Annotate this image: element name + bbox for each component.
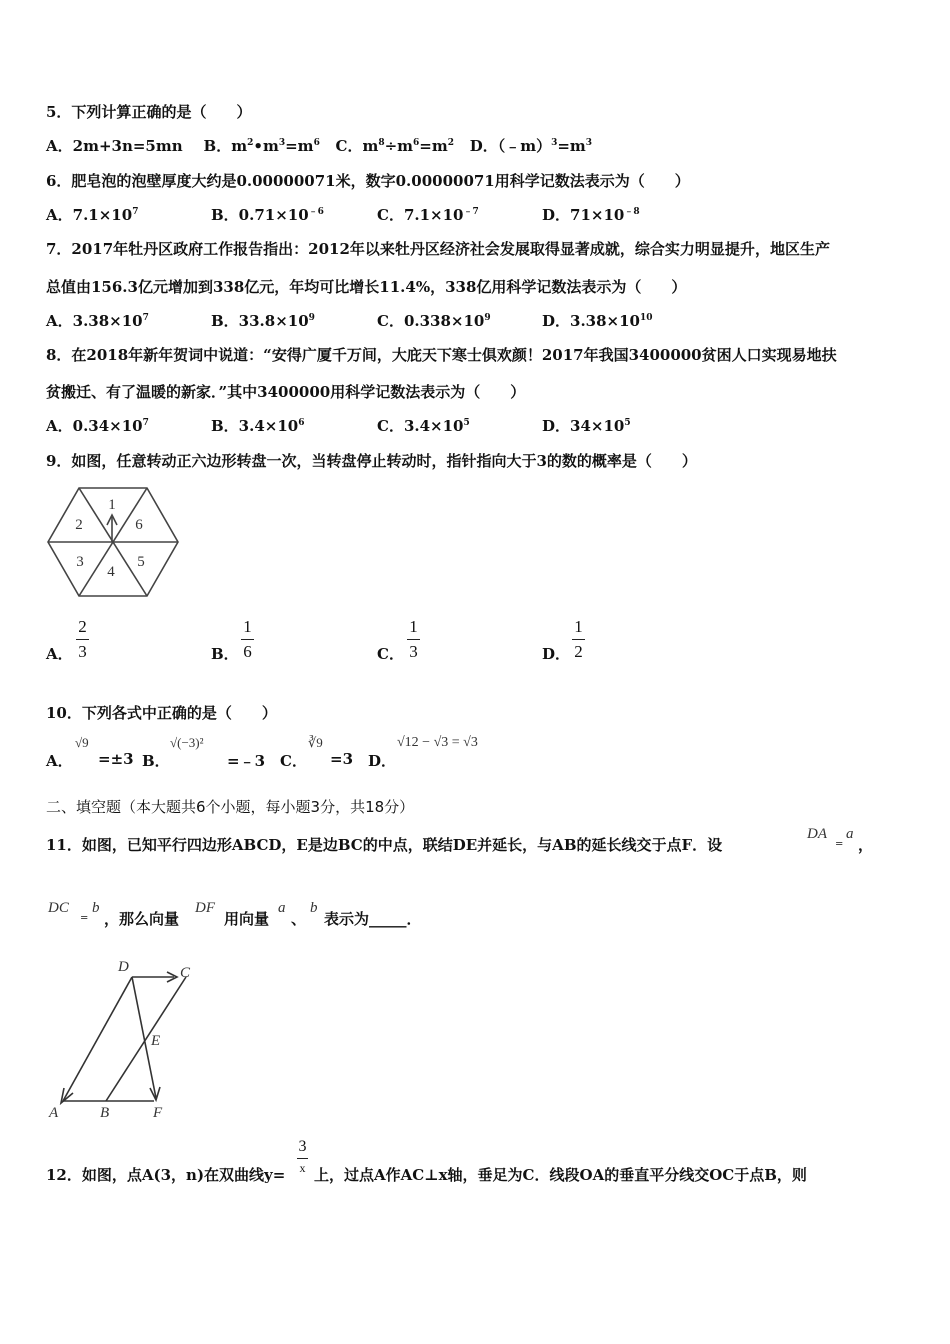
q9-option-d: D． xyxy=(542,645,571,663)
equals-sign: = xyxy=(835,839,844,850)
q10-option-c-result: =3 xyxy=(330,750,354,768)
q8-option-c: C．$3.4\times 10^5$ xyxy=(377,417,470,435)
sector-label: 6 xyxy=(135,517,143,533)
vector-a: a xyxy=(846,826,854,842)
q9-option-a: A． xyxy=(46,645,73,663)
q7-line1: 7．2017年牡丹区政府工作报告指出：2012年以来牡丹区经济社会发展取得显著成就，综合实力明显提升，地区生产 xyxy=(46,240,830,258)
point-label-d: D xyxy=(118,959,129,975)
sector-label: 3 xyxy=(76,554,84,570)
q9-option-c: C． xyxy=(377,645,404,663)
sector-label: 5 xyxy=(137,554,145,570)
vector-da: DA xyxy=(807,826,827,842)
vector-b: b xyxy=(92,900,100,916)
q9-option-b: B． xyxy=(211,645,239,663)
q9-option-c-fraction: 1 3 xyxy=(407,617,420,662)
q10-option-a: A． xyxy=(46,752,73,770)
q12-fraction: 3 x xyxy=(298,1138,307,1175)
q8-option-a: A．$0.34\times 10^7$ xyxy=(46,417,149,435)
q8-option-d: D．$34\times 10^5$ xyxy=(542,417,631,435)
point-label-b: B xyxy=(100,1105,110,1121)
q10-option-c-expr: ∛9 xyxy=(308,735,323,750)
q10-option-a-result: =±3 xyxy=(98,750,134,768)
q7-option-a: A．$3.38\times 10^7$ xyxy=(46,312,149,330)
q12-pre: 12．如图，点A(3，n)在双曲线y= xyxy=(46,1166,286,1184)
q7-option-b: B．$33.8\times 10^9$ xyxy=(211,312,315,330)
q11-line2-part2: 用向量 xyxy=(224,910,270,928)
comma: ， xyxy=(858,836,874,854)
q10-option-c: C． xyxy=(280,752,307,770)
q8-line2: 贫搬迁、有了温暖的新家．”其中3400000用科学记数法表示为（ ） xyxy=(46,383,526,401)
q7-option-d: D．$3.38\times 10^{10}$ xyxy=(542,312,653,330)
q11-line1: 11．如图，已知平行四边形ABCD，E是边BC的中点，联结DE并延长，与AB的延长线交于点F．设 xyxy=(46,836,723,854)
q5-stem: 5．下列计算正确的是（ ） xyxy=(46,103,252,121)
q7-option-c: C．$0.338\times 10^9$ xyxy=(377,312,491,330)
q10-option-b: B． xyxy=(142,752,170,770)
q10-option-b-result: =﹣3 xyxy=(227,752,266,770)
q5-option-a: A．2m+3n=5mn xyxy=(46,137,183,155)
q5-options xyxy=(46,135,592,156)
q10-option-a-expr: √9 xyxy=(75,735,89,750)
q6-stem: 6．肥皂泡的泡壁厚度大约是0.00000071米，数字0.00000071用科学记数法表示为（ ） xyxy=(46,172,690,190)
vector-b: b xyxy=(310,900,318,916)
q10-option-d-expr: √12 − √3 = √3 xyxy=(397,735,478,750)
q9-option-a-fraction: 2 3 xyxy=(76,617,89,662)
q12-post: 上，过点A作AC⊥x轴，垂足为C．线段OA的垂直平分线交OC于点B，则 xyxy=(314,1166,807,1184)
section-heading: 二、填空题（本大题共6个小题，每小题3分，共18分） xyxy=(46,798,415,816)
q8-line1: 8．在2018年新年贺词中说道：“安得广厦千万间，大庇天下寒士俱欢颜！2017年我国3400000贫困人口实现易地扶 xyxy=(46,346,837,364)
sector-label: 4 xyxy=(107,564,115,580)
equals-sign: = xyxy=(80,913,89,924)
vector-a: a xyxy=(278,900,286,916)
point-label-c: C xyxy=(180,965,191,981)
q7-line2: 总值由156.3亿元增加到338亿元，年均可比增长11.4%，338亿用科学记数法表示为（ ） xyxy=(46,278,687,296)
q6-option-c: C．$7.1\times 10^{﹣7}$ xyxy=(377,206,479,224)
sector-label: 2 xyxy=(75,517,83,533)
q10-stem: 10．下列各式中正确的是（ ） xyxy=(46,704,277,722)
sector-label: 1 xyxy=(108,497,116,513)
q5-option-c: C．$m^8\div m^6=m^2$ xyxy=(335,137,455,155)
q11-line2-end: 表示为_____． xyxy=(324,910,422,928)
q8-option-b: B．$3.4\times 10^6$ xyxy=(211,417,305,435)
hexagon-spinner-figure xyxy=(46,484,180,600)
q6-option-b: B．$0.71\times 10^{﹣6}$ xyxy=(211,206,324,224)
q9-stem: 9．如图，任意转动正六边形转盘一次，当转盘停止转动时，指针指向大于3的数的概率是（ ） xyxy=(46,452,697,470)
vector-dc: DC xyxy=(48,900,69,916)
vector-df: DF xyxy=(195,900,215,916)
q5-option-d: D．$(﹣m)^3=m^3$ xyxy=(469,137,593,155)
q6-option-a: A．$7.1\times 10^7$ xyxy=(46,206,139,224)
separator: 、 xyxy=(291,910,307,928)
q5-option-b: B．$m^2•m^3=m^6$ xyxy=(203,137,320,155)
point-label-f: F xyxy=(153,1105,163,1121)
q10-option-b-expr: √(−3)² xyxy=(170,735,204,750)
point-label-a: A xyxy=(49,1105,59,1121)
q11-line2-part1: ，那么向量 xyxy=(104,910,180,928)
point-label-e: E xyxy=(151,1033,161,1049)
parallelogram-figure xyxy=(46,955,200,1125)
q9-option-b-fraction: 1 6 xyxy=(241,617,254,662)
q10-option-d: D． xyxy=(368,752,397,770)
q9-option-d-fraction: 1 2 xyxy=(572,617,585,662)
q6-option-d: D．$71\times 10^{﹣8}$ xyxy=(542,206,640,224)
